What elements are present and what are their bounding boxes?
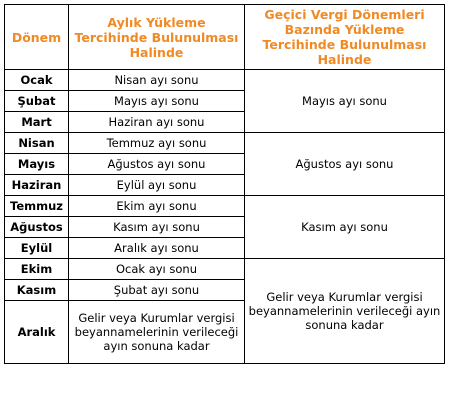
monthly-deadline-cell: Ekim ayı sonu: [69, 196, 245, 217]
table-row: [5, 133, 445, 154]
monthly-deadline-cell: Nisan ayı sonu: [69, 70, 245, 91]
month-cell: Mart: [5, 112, 69, 133]
month-cell: Ağustos: [5, 217, 69, 238]
month-cell: Haziran: [5, 175, 69, 196]
month-cell: Ocak: [5, 70, 69, 91]
month-cell: Temmuz: [5, 196, 69, 217]
monthly-deadline-cell: Haziran ayı sonu: [69, 112, 245, 133]
month-cell: Aralık: [5, 301, 69, 364]
month-cell: Mayıs: [5, 154, 69, 175]
month-cell: Nisan: [5, 133, 69, 154]
monthly-deadline-cell: Temmuz ayı sonu: [69, 133, 245, 154]
header-aylik: Aylık Yükleme Tercihinde Bulunulması Halinde: [69, 5, 245, 70]
tax-deadline-table: [4, 4, 445, 364]
monthly-deadline-cell: Şubat ayı sonu: [69, 280, 245, 301]
table-row: [5, 259, 445, 280]
month-cell: Kasım: [5, 280, 69, 301]
quarter-deadline-cell: Mayıs ayı sonu: [245, 70, 445, 133]
quarter-deadline-cell: Kasım ayı sonu: [245, 196, 445, 259]
header-donem: Dönem: [5, 5, 69, 70]
monthly-deadline-cell: Ağustos ayı sonu: [69, 154, 245, 175]
monthly-deadline-cell: Eylül ayı sonu: [69, 175, 245, 196]
monthly-deadline-cell: Aralık ayı sonu: [69, 238, 245, 259]
monthly-deadline-cell: Mayıs ayı sonu: [69, 91, 245, 112]
monthly-deadline-cell: Ocak ayı sonu: [69, 259, 245, 280]
quarter-deadline-cell: Gelir veya Kurumlar vergisi beyannamelerinin verileceği ayın sonuna kadar: [245, 259, 445, 364]
month-cell: Şubat: [5, 91, 69, 112]
quarter-deadline-cell: Ağustos ayı sonu: [245, 133, 445, 196]
table-row: [5, 70, 445, 91]
monthly-deadline-cell: Gelir veya Kurumlar vergisi beyannamelerinin verileceği ayın sonuna kadar: [69, 301, 245, 364]
header-row: [5, 5, 445, 70]
month-cell: Eylül: [5, 238, 69, 259]
monthly-deadline-cell: Kasım ayı sonu: [69, 217, 245, 238]
month-cell: Ekim: [5, 259, 69, 280]
table-row: [5, 196, 445, 217]
header-gecici: Geçici Vergi Dönemleri Bazında Yükleme Tercihinde Bulunulması Halinde: [245, 5, 445, 70]
